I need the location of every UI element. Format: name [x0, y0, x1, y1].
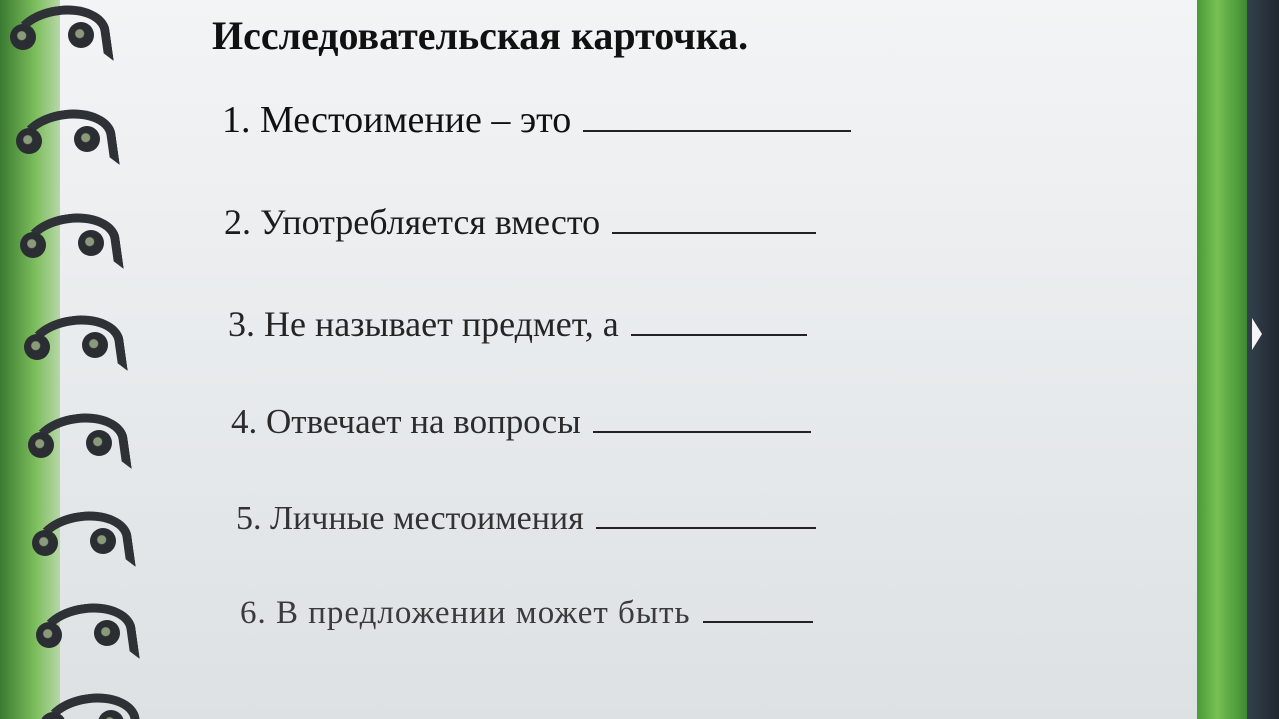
question-text: 5. Личные местоимения	[236, 500, 584, 537]
question-item	[231, 402, 811, 442]
binder-ring-icon	[4, 2, 114, 62]
question-text: 2. Употребляется вместо	[224, 202, 601, 242]
binder-ring-icon	[34, 690, 144, 719]
question-text: 6. В предложении может быть	[240, 595, 691, 631]
question-item	[228, 303, 807, 345]
answer-blank	[631, 333, 807, 336]
answer-blank	[583, 129, 851, 132]
right-green-border	[1197, 0, 1247, 719]
answer-blank	[593, 430, 811, 433]
binder-ring-icon	[10, 106, 120, 166]
binder-ring-icon	[26, 508, 136, 568]
question-text: 1. Местоимение – это	[222, 99, 572, 141]
question-item	[222, 98, 851, 142]
mouse-cursor-icon	[1252, 318, 1262, 350]
worksheet-title: Исследовательская карточка.	[212, 13, 749, 58]
binder-ring-icon	[14, 210, 124, 270]
binder-ring-icon	[30, 600, 140, 660]
answer-blank	[612, 231, 816, 234]
monitor-bezel	[1247, 0, 1279, 719]
binder-ring-icon	[18, 312, 128, 372]
question-item	[240, 595, 813, 632]
question-text: 3. Не называет предмет, а	[228, 304, 619, 344]
answer-blank	[596, 526, 816, 529]
binder-ring-icon	[22, 410, 132, 470]
answer-blank	[703, 620, 813, 623]
question-item	[224, 201, 816, 243]
question-text: 4. Отвечает на вопросы	[231, 402, 581, 441]
question-item	[236, 500, 816, 538]
